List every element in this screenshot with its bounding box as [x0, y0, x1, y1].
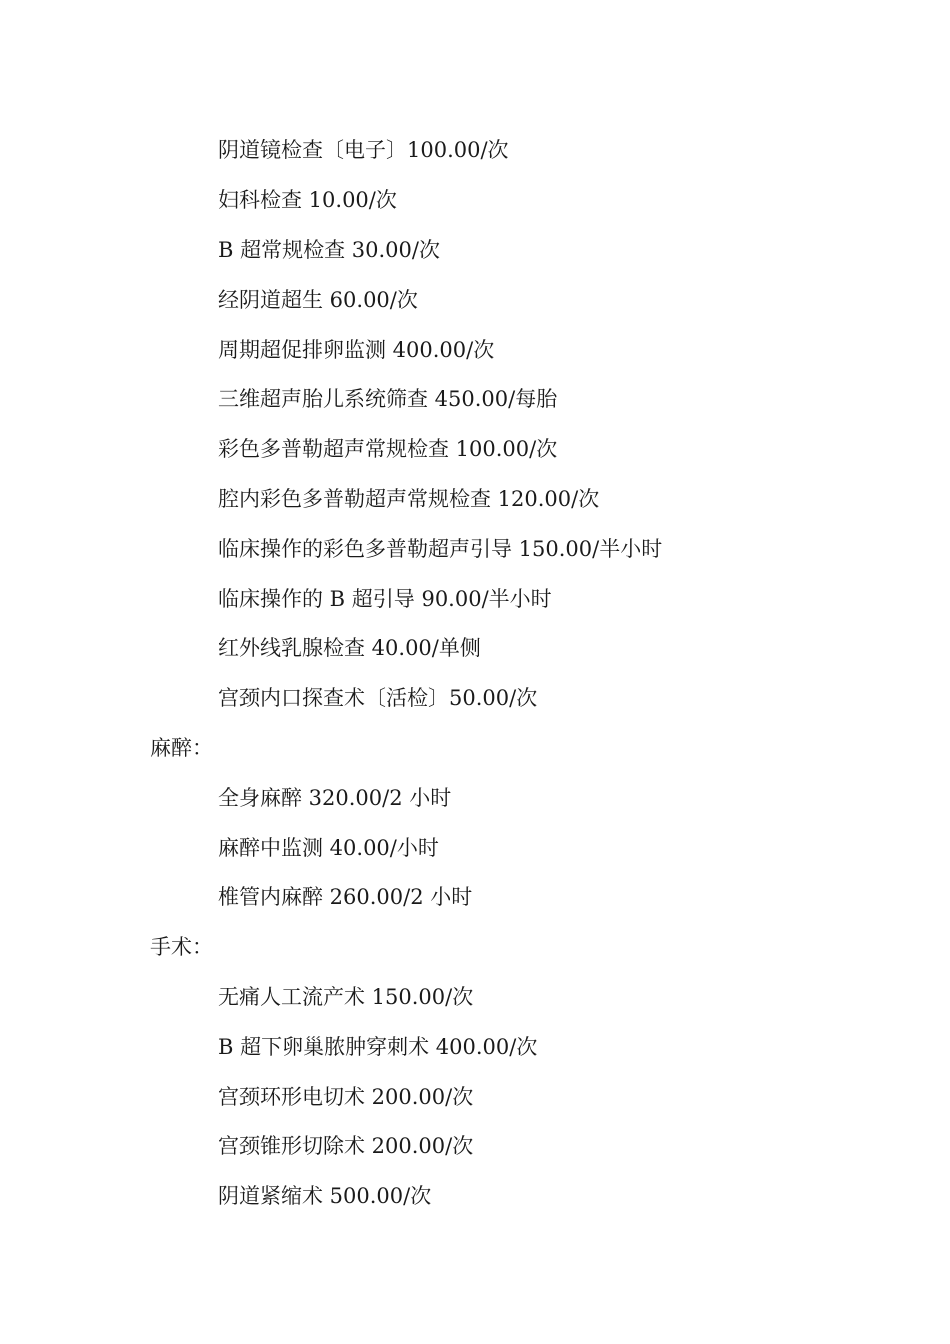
section-heading-surgery: 手术：	[150, 935, 213, 959]
list-item: 宫颈环形电切术 200.00/次	[218, 1085, 474, 1109]
list-item: 彩色多普勒超声常规检查 100.00/次	[218, 437, 558, 461]
list-item: B 超常规检查 30.00/次	[218, 238, 440, 262]
list-item: 妇科检查 10.00/次	[218, 188, 397, 212]
list-item: 三维超声胎儿系统筛查 450.00/每胎	[218, 387, 558, 411]
list-item: 宫颈锥形切除术 200.00/次	[218, 1134, 474, 1158]
list-item: 全身麻醉 320.00/2 小时	[218, 786, 452, 810]
section-heading-anesthesia: 麻醉：	[150, 736, 213, 760]
list-item: 椎管内麻醉 260.00/2 小时	[218, 885, 473, 909]
list-item: 临床操作的 B 超引导 90.00/半小时	[218, 587, 552, 611]
list-item: 阴道镜检查〔电子〕100.00/次	[218, 138, 509, 162]
list-item: 周期超促排卵监测 400.00/次	[218, 338, 495, 362]
list-item: 无痛人工流产术 150.00/次	[218, 985, 474, 1009]
list-item: B 超下卵巢脓肿穿刺术 400.00/次	[218, 1035, 538, 1059]
list-item: 阴道紧缩术 500.00/次	[218, 1184, 432, 1208]
list-item: 腔内彩色多普勒超声常规检查 120.00/次	[218, 487, 600, 511]
list-item: 麻醉中监测 40.00/小时	[218, 836, 439, 860]
list-item: 经阴道超生 60.00/次	[218, 288, 418, 312]
list-item: 宫颈内口探查术〔活检〕50.00/次	[218, 686, 538, 710]
list-item: 临床操作的彩色多普勒超声引导 150.00/半小时	[218, 537, 663, 561]
list-item: 红外线乳腺检查 40.00/单侧	[218, 636, 481, 660]
